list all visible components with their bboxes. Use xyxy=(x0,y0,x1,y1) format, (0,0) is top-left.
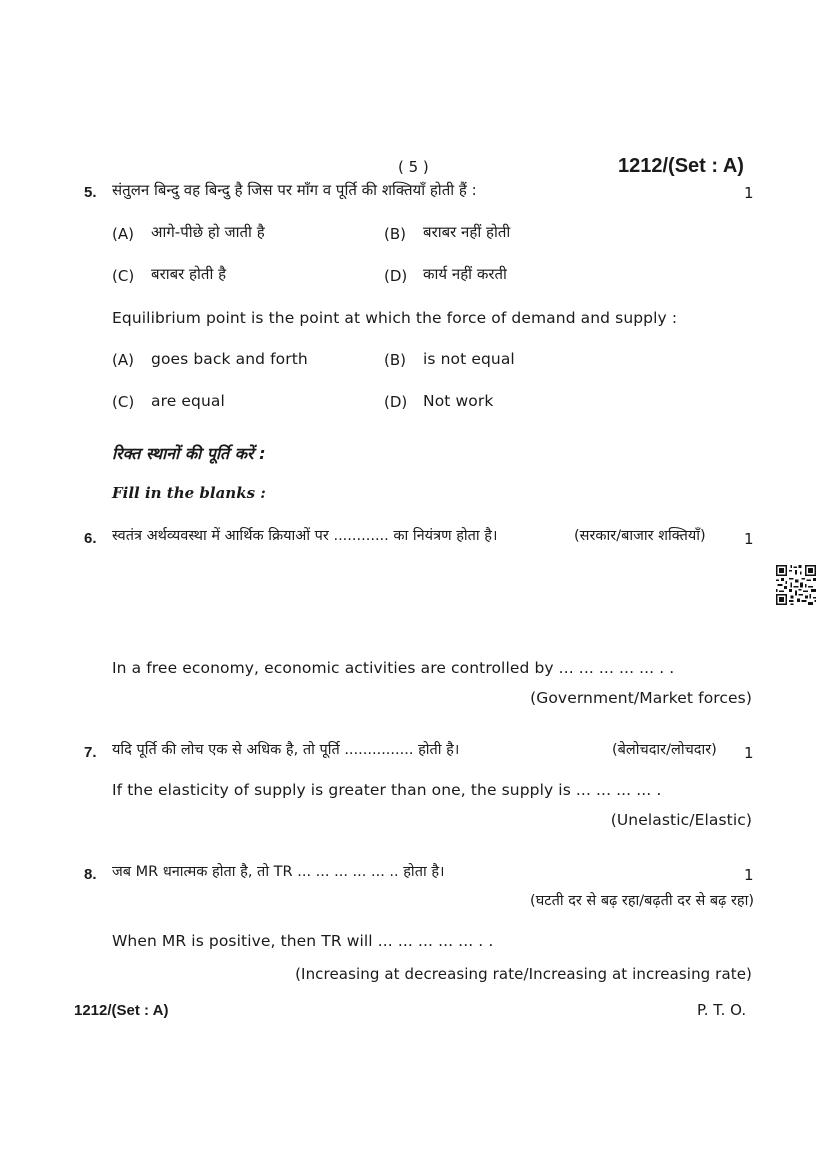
question-6-marks: 1 xyxy=(744,530,754,548)
q5-hindi-option-a-text: आगे-पीछे हो जाती है xyxy=(151,223,265,241)
q5-hindi-option-a-label: (A) xyxy=(112,225,134,243)
question-8-english-text: When MR is positive, then TR will ... ... ... ... ... . . xyxy=(112,932,494,950)
question-8-marks: 1 xyxy=(744,866,754,884)
question-8-english-choices: (Increasing at decreasing rate/Increasing at increasing rate) xyxy=(295,965,752,983)
q5-hindi-option-b-label: (B) xyxy=(384,225,406,243)
q5-english-option-c-text: are equal xyxy=(151,392,225,410)
question-7-hindi-text: यदि पूर्ति की लोच एक से अधिक है, तो पूर्ति ............... होती है। xyxy=(112,742,460,758)
question-7-marks: 1 xyxy=(744,744,754,762)
q5-english-option-c-label: (C) xyxy=(112,393,135,411)
q5-hindi-option-c-text: बराबर होती है xyxy=(151,265,227,283)
question-7-hindi-choices: (बेलोचदार/लोचदार) xyxy=(612,742,717,758)
paper-code-footer: 1212/(Set : A) xyxy=(74,1002,169,1019)
question-8-hindi-choices: (घटती दर से बढ़ रहा/बढ़ती दर से बढ़ रहा) xyxy=(530,893,754,909)
question-8-hindi-text: जब MR धनात्मक होता है, तो TR ... ... ... ... ... .. होता है। xyxy=(112,864,445,880)
q5-english-option-a-text: goes back and forth xyxy=(151,350,308,368)
question-6-hindi-text: स्वतंत्र अर्थव्यवस्था में आर्थिक क्रियाओं पर ............ का नियंत्रण होता है। xyxy=(112,528,498,544)
question-number-7: 7. xyxy=(84,744,97,761)
question-number-6: 6. xyxy=(84,530,97,547)
q5-hindi-option-d-text: कार्य नहीं करती xyxy=(423,265,507,283)
q5-english-option-a-label: (A) xyxy=(112,351,134,369)
question-number-5: 5. xyxy=(84,184,97,201)
paper-code-header: 1212/(Set : A) xyxy=(618,155,744,177)
question-5-hindi-text: संतुलन बिन्दु वह बिन्दु है जिस पर माँग व पूर्ति की शक्तियाँ होती हैं : xyxy=(112,181,477,199)
question-5-english-text: Equilibrium point is the point at which the force of demand and supply : xyxy=(112,309,678,327)
page-number: ( 5 ) xyxy=(398,158,429,176)
question-5-marks: 1 xyxy=(744,184,754,202)
qr-code-icon xyxy=(776,565,816,605)
q5-hindi-option-b-text: बराबर नहीं होती xyxy=(423,223,511,241)
section-heading-english: Fill in the blanks : xyxy=(112,484,266,502)
q5-english-option-b-text: is not equal xyxy=(423,350,515,368)
question-number-8: 8. xyxy=(84,866,97,883)
q5-english-option-b-label: (B) xyxy=(384,351,406,369)
question-6-hindi-choices: (सरकार/बाजार शक्तियाँ) xyxy=(574,528,706,544)
question-6-english-text: In a free economy, economic activities are controlled by ... ... ... ... ... . . xyxy=(112,659,675,677)
pto-label: P. T. O. xyxy=(697,1001,747,1019)
question-7-english-choices: (Unelastic/Elastic) xyxy=(610,811,752,829)
q5-english-option-d-text: Not work xyxy=(423,392,494,410)
question-7-english-text: If the elasticity of supply is greater than one, the supply is ... ... ... ... . xyxy=(112,781,662,799)
q5-hindi-option-d-label: (D) xyxy=(384,267,408,285)
section-heading-hindi: रिक्त स्थानों की पूर्ति करें : xyxy=(112,444,266,463)
q5-hindi-option-c-label: (C) xyxy=(112,267,135,285)
q5-english-option-d-label: (D) xyxy=(384,393,408,411)
question-6-english-choices: (Government/Market forces) xyxy=(530,689,752,707)
